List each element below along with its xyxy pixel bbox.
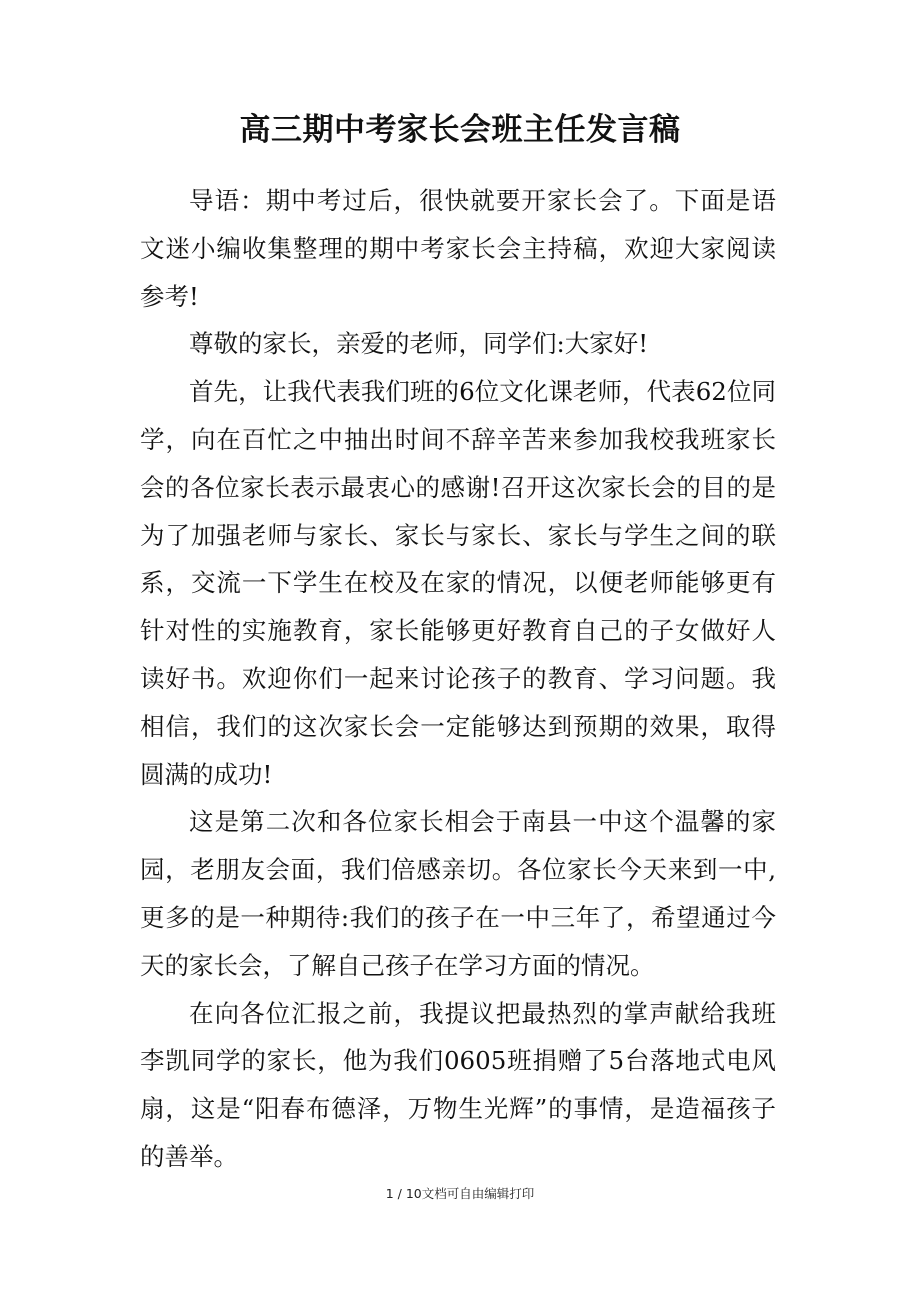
document-title: 高三期中考家长会班主任发言稿 [239,112,681,148]
paragraph-meeting: 这是第二次和各位家长相会于南县一中这个温馨的家园，老朋友会面，我们倍感亲切。各位家长今天来到一中,更多的是一种期待:我们的孩子在一中三年了，希望通过今天的家长会，了解自己孩子在学习方面的情况。 [140,807,776,980]
paragraph-greeting: 尊敬的家长，亲爱的老师，同学们:大家好! [189,329,649,359]
document-body [140,177,776,1181]
paragraph-intro: 导语：期中考过后，很快就要开家长会了。下面是语文迷小编收集整理的期中考家长会主持稿，欢迎大家阅读参考! [140,186,776,311]
paragraph-donation: 在向各位汇报之前，我提议把最热烈的掌声献给我班李凯同学的家长，他为我们0605班捐赠了5台落地式电风扇，这是“阳春布德泽，万物生光辉”的事情，是造福孩子的善举。 [140,998,776,1171]
page-footer: 1 / 10文档可自由编辑打印 [385,1186,535,1201]
paragraph-thanks: 首先，让我代表我们班的6位文化课老师，代表62位同学，向在百忙之中抽出时间不辞辛苦来参加我校我班家长会的各位家长表示最衷心的感谢!召开这次家长会的目的是为了加强老师与家长、家长与家长、家长与学生之间的联系，交流一下学生在校及在家的情况，以便老师能够更有针对性的实施教育，家长能够更好教育自己的子女做好人读好书。欢迎你们一起来讨论孩子的教育、学习问题。我相信，我们的这次家长会一定能够达到预期的效果，取得圆满的成功! [140,377,776,789]
